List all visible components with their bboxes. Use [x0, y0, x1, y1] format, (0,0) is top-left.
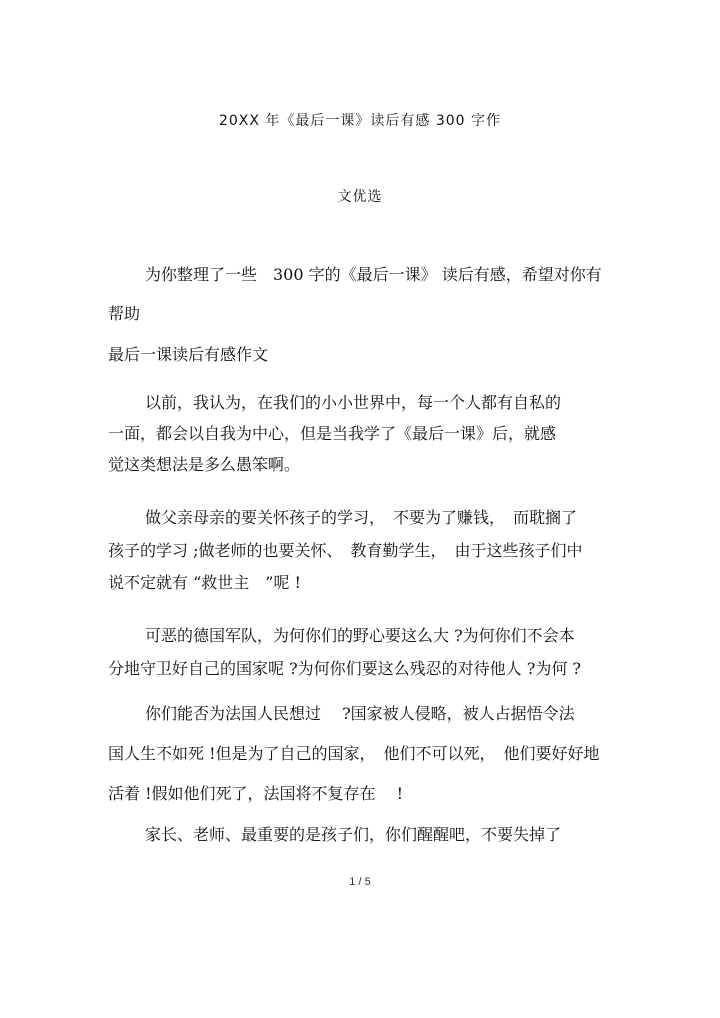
intro-line-1: 为你整理了一些 300 字的《最后一课》 读后有感，希望对你有 [145, 265, 602, 284]
page-number: 1 / 5 [349, 876, 371, 888]
paragraph-3-line-1: 可恶的德国军队，为何你们的野心要这么大 ?为何你们不会本 [145, 626, 575, 645]
paragraph-1-line-1: 以前，我认为，在我们的小小世界中，每一个人都有自私的 [145, 393, 562, 412]
paragraph-4-line-3: 活着 !假如他们死了，法国将不复存在 ! [108, 784, 404, 803]
document-title-line-2: 文优选 [337, 189, 383, 205]
paragraph-3-line-2: 分地守卫好自己的国家呢 ?为何你们要这么残忍的对待他人 ?为何 ? [108, 659, 581, 678]
paragraph-2-line-1: 做父亲母亲的要关怀孩子的学习， 不要为了赚钱， 而耽搁了 [145, 508, 578, 527]
paragraph-1-line-3: 觉这类想法是多么愚笨啊。 [108, 455, 301, 474]
paragraph-2-line-2: 孩子的学习 ;做老师的也要关怀、 教育勤学生， 由于这些孩子们中 [108, 541, 583, 560]
document-title-line-1: 20XX 年《最后一课》读后有感 300 字作 [218, 113, 502, 129]
paragraph-4-line-1: 你们能否为法国人民想过 ?国家被人侵略，被人占据悟令法 [145, 704, 575, 723]
paragraph-2-line-3: 说不定就有 “救世主 ”呢 ! [108, 573, 301, 592]
paragraph-5-line-1: 家长、老师、最重要的是孩子们，你们醒醒吧，不要失掉了 [145, 825, 562, 844]
paragraph-4-line-2: 国人生不如死 !但是为了自己的国家， 他们不可以死， 他们要好好地 [108, 744, 600, 763]
subheading: 最后一课读后有感作文 [108, 345, 269, 364]
intro-line-2: 帮助 [108, 304, 141, 323]
paragraph-1-line-2: 一面，都会以自我为中心，但是当我学了《最后一课》后，就感 [108, 424, 557, 443]
